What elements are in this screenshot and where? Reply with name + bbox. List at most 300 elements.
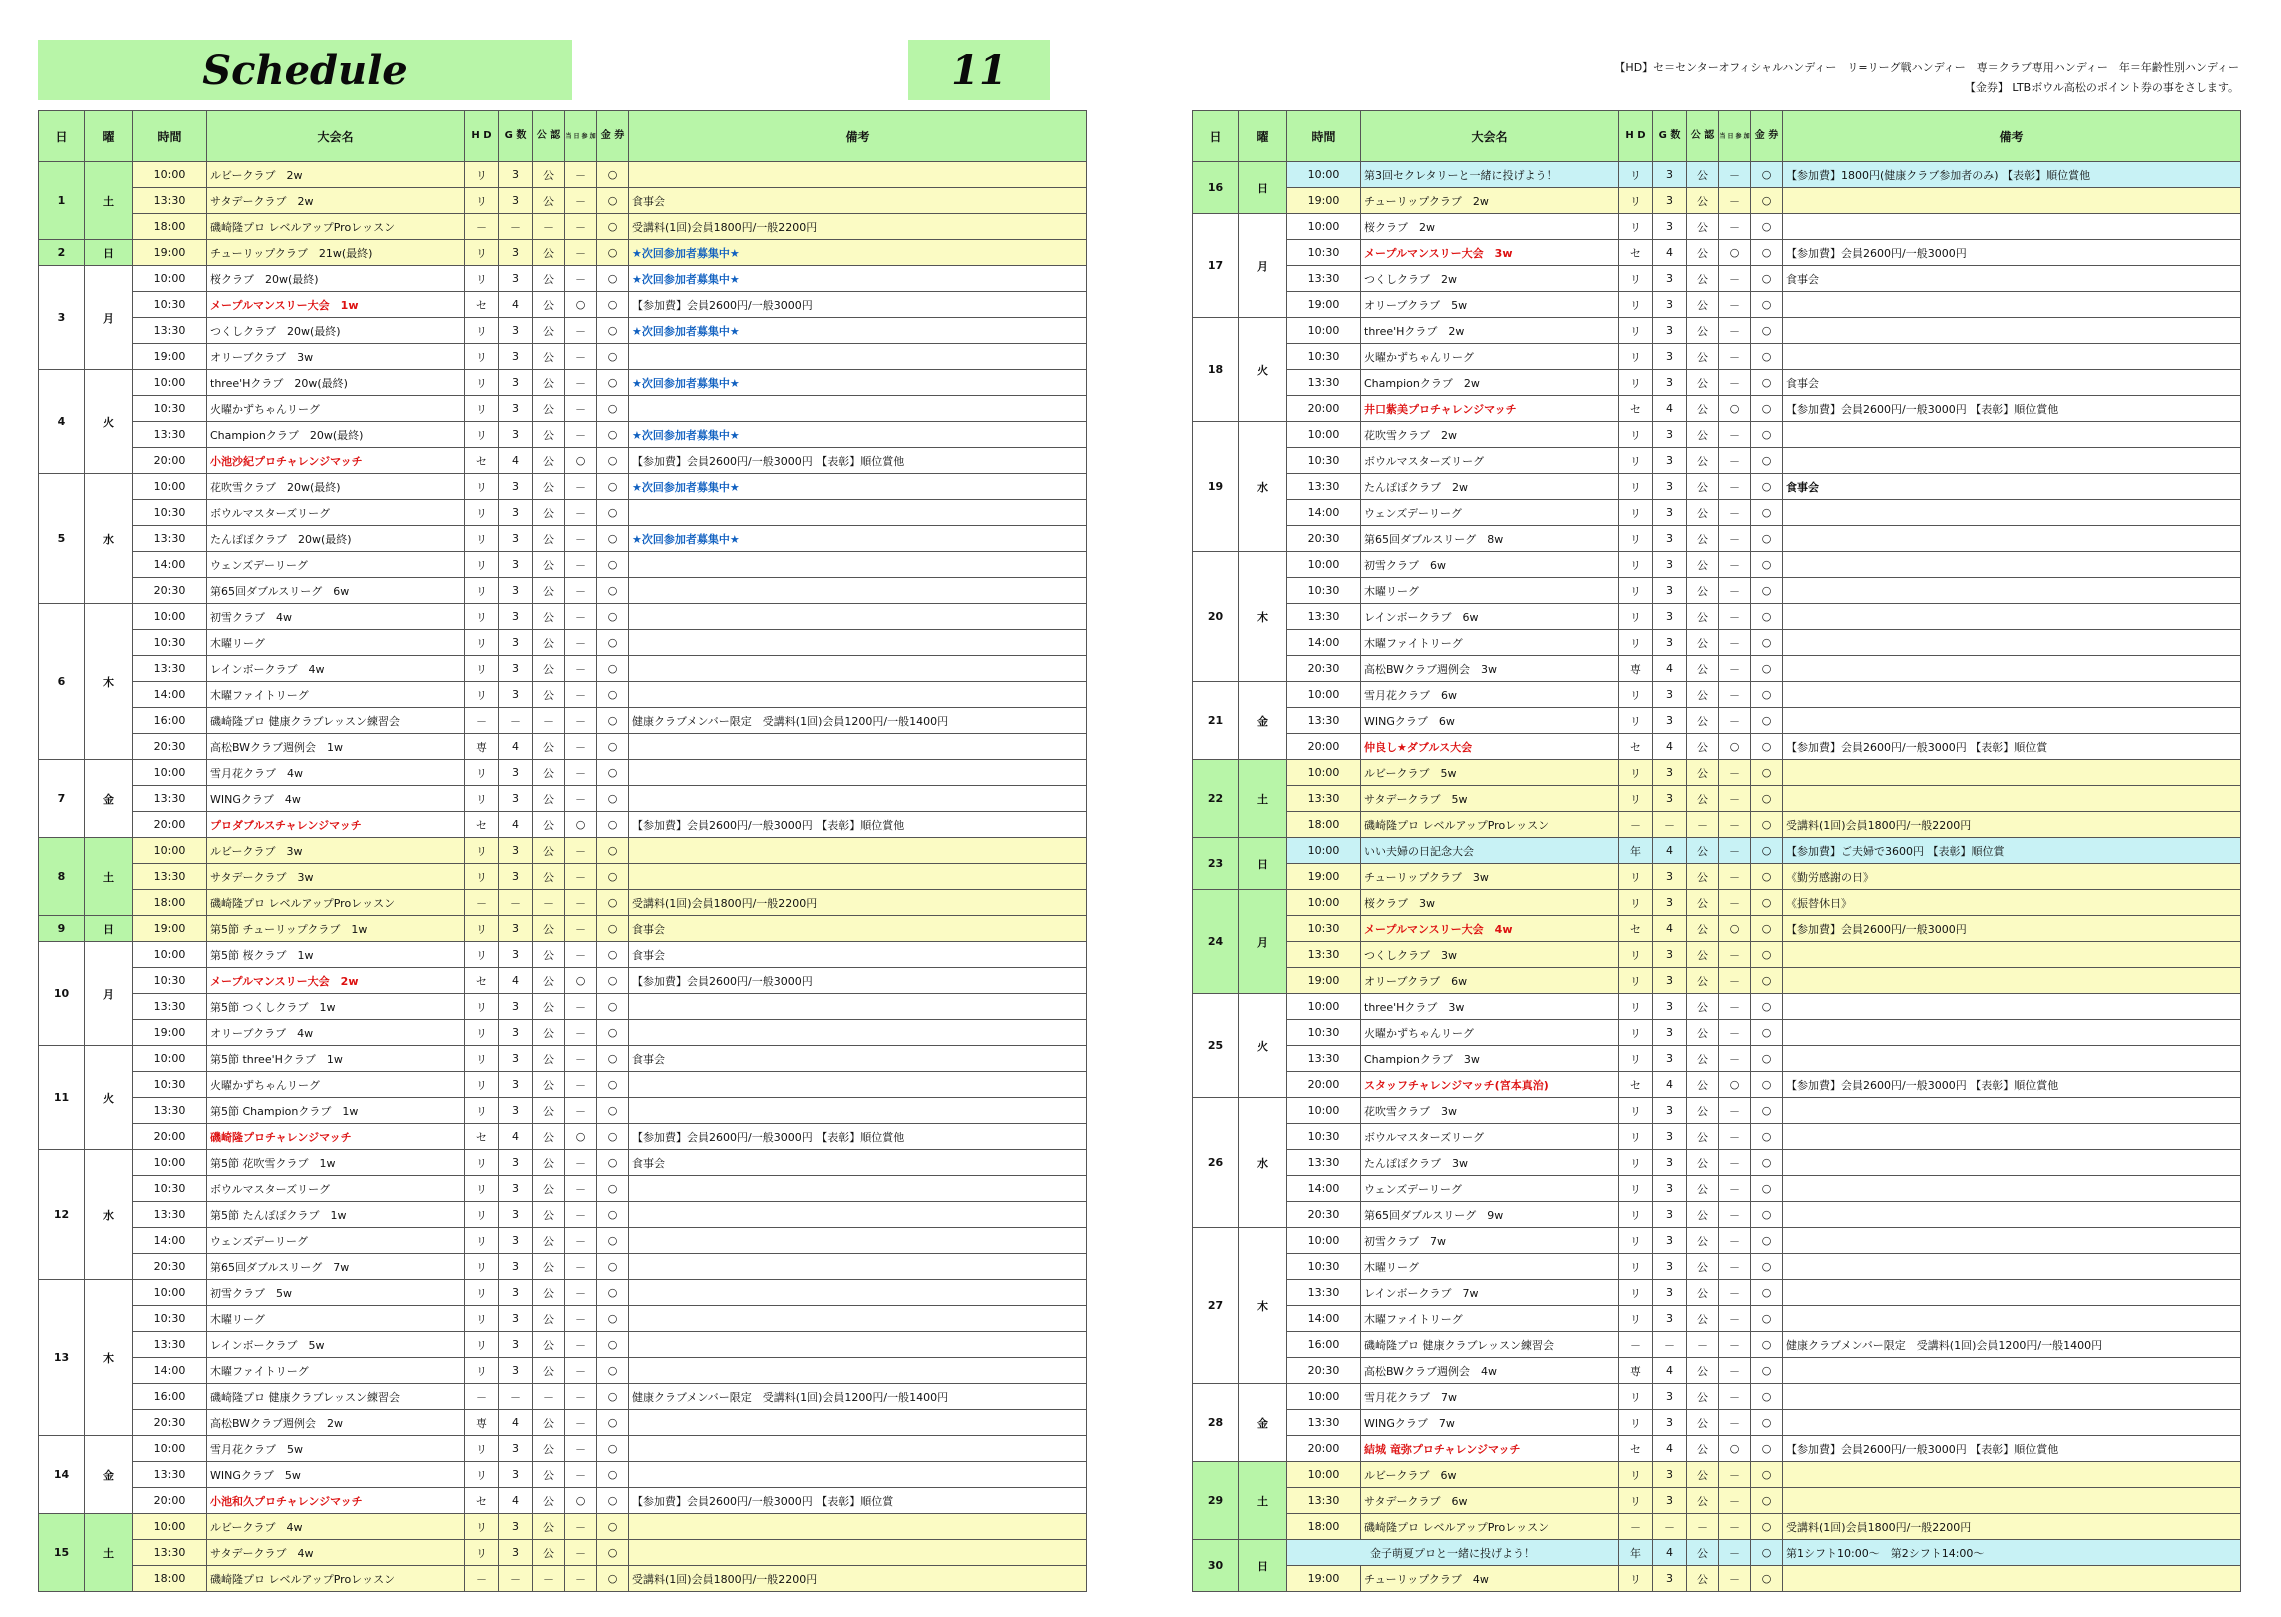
table-row [39,1020,1087,1046]
table-row [1193,682,2241,708]
kinken-cell: ○ [597,760,629,786]
event-name: サタデークラブ 4w [207,1540,465,1566]
same-day-cell: － [1719,760,1751,786]
same-day-cell: － [1719,1254,1751,1280]
event-name: スタッフチャレンジマッチ(宮本真治) [1361,1072,1619,1098]
note-cell [1783,552,2241,578]
kinken-cell: ○ [1751,1358,1783,1384]
handicap-cell: リ [465,578,499,604]
handicap-cell: リ [1619,578,1653,604]
games-cell: 3 [499,474,533,500]
official-cell: 公 [1687,682,1719,708]
event-time: 14:00 [133,552,207,578]
day-number: 29 [1193,1462,1239,1540]
day-number: 8 [39,838,85,916]
same-day-cell: － [565,864,597,890]
same-day-cell: ○ [565,968,597,994]
official-cell: 公 [533,292,565,318]
kinken-cell: ○ [1751,916,1783,942]
table-row [39,1124,1087,1150]
games-cell: 3 [499,1540,533,1566]
same-day-cell: － [565,1566,597,1592]
same-day-cell: － [1719,890,1751,916]
day-number: 7 [39,760,85,838]
day-number: 28 [1193,1384,1239,1462]
kinken-cell: ○ [1751,1202,1783,1228]
games-cell: 4 [1653,838,1687,864]
official-cell: 公 [1687,1072,1719,1098]
event-time: 13:30 [133,1098,207,1124]
games-cell: 3 [1653,1306,1687,1332]
games-cell: 3 [499,1176,533,1202]
header-kinken: 金 券 [1751,111,1783,162]
table-row [39,240,1087,266]
handicap-cell: リ [1619,786,1653,812]
table-row [1193,1358,2241,1384]
kinken-cell: ○ [597,578,629,604]
same-day-cell: － [565,1540,597,1566]
games-cell: 3 [1653,1384,1687,1410]
same-day-cell: － [565,1514,597,1540]
handicap-cell: リ [1619,422,1653,448]
handicap-cell: リ [1619,474,1653,500]
event-time: 10:30 [133,396,207,422]
day-number: 9 [39,916,85,942]
kinken-cell: ○ [597,1176,629,1202]
handicap-cell: リ [465,1540,499,1566]
event-name: いい夫婦の日記念大会 [1361,838,1619,864]
official-cell: 公 [1687,370,1719,396]
kinken-cell: ○ [597,292,629,318]
table-row [1193,1254,2241,1280]
games-cell: 3 [499,916,533,942]
same-day-cell: － [565,1384,597,1410]
event-name: サタデークラブ 3w [207,864,465,890]
games-cell: 3 [499,1254,533,1280]
event-time: 10:00 [1287,682,1361,708]
day-of-week: 日 [1239,162,1287,214]
event-time: 20:30 [1287,1358,1361,1384]
table-row [1193,552,2241,578]
games-cell: 4 [499,734,533,760]
event-time: 13:30 [133,1462,207,1488]
table-row [1193,1332,2241,1358]
event-time: 14:00 [133,682,207,708]
kinken-cell: ○ [597,708,629,734]
table-row [39,760,1087,786]
day-of-week: 火 [1239,994,1287,1098]
official-cell: 公 [533,1046,565,1072]
event-time: 10:30 [1287,1020,1361,1046]
official-cell: 公 [533,604,565,630]
table-row [1193,786,2241,812]
kinken-cell: ○ [1751,578,1783,604]
official-cell: 公 [1687,942,1719,968]
table-row [39,552,1087,578]
event-time: 13:30 [133,1202,207,1228]
kinken-cell: ○ [1751,1462,1783,1488]
note-cell: 食事会 [629,942,1087,968]
note-cell [629,760,1087,786]
note-cell [1783,1098,2241,1124]
handicap-cell: リ [465,630,499,656]
games-cell: 3 [499,864,533,890]
games-cell: 3 [1653,214,1687,240]
games-cell: 3 [1653,292,1687,318]
handicap-cell: リ [465,318,499,344]
handicap-cell: リ [465,1332,499,1358]
official-cell: 公 [1687,1306,1719,1332]
event-time: 10:30 [1287,448,1361,474]
table-row [39,266,1087,292]
note-cell [629,1228,1087,1254]
event-name: ルビークラブ 2w [207,162,465,188]
handicap-cell: リ [465,916,499,942]
event-time: 20:00 [133,1488,207,1514]
table-row [39,630,1087,656]
note-cell [1783,1358,2241,1384]
kinken-cell: ○ [597,396,629,422]
event-name: 火曜かずちゃんリーグ [1361,1020,1619,1046]
event-time: 10:00 [1287,422,1361,448]
table-row [1193,1462,2241,1488]
table-row [1193,1228,2241,1254]
note-cell [629,1072,1087,1098]
handicap-cell: リ [465,1280,499,1306]
kinken-cell: ○ [597,994,629,1020]
note-cell [1783,682,2241,708]
games-cell: 3 [499,526,533,552]
event-name: three'Hクラブ 3w [1361,994,1619,1020]
event-name: たんぽぽクラブ 20w(最終) [207,526,465,552]
same-day-cell: － [565,1436,597,1462]
event-name: 桜クラブ 2w [1361,214,1619,240]
official-cell: 公 [1687,890,1719,916]
handicap-cell: リ [1619,552,1653,578]
kinken-cell: ○ [1751,370,1783,396]
handicap-cell: リ [465,1462,499,1488]
kinken-cell: ○ [1751,942,1783,968]
official-cell: 公 [1687,1280,1719,1306]
kinken-cell: ○ [597,1540,629,1566]
event-time: 10:00 [133,162,207,188]
note-cell: 【参加費】会員2600円/一般3000円 【表彰】順位賞他 [629,1124,1087,1150]
handicap-cell: リ [465,552,499,578]
note-cell [629,1332,1087,1358]
same-day-cell: － [565,552,597,578]
event-time: 10:00 [1287,890,1361,916]
event-name: たんぽぽクラブ 2w [1361,474,1619,500]
table-row [39,370,1087,396]
games-cell: 3 [1653,188,1687,214]
event-time: 20:30 [1287,656,1361,682]
month-label: 11 [908,40,1050,100]
note-cell [1783,1124,2241,1150]
official-cell: 公 [533,1228,565,1254]
event-name: ボウルマスターズリーグ [207,500,465,526]
same-day-cell: － [1719,162,1751,188]
legend-hd: 【HD】セ＝センターオフィシャルハンディー リ=リーグ戦ハンディー 専＝クラブ専用ハンディー 年＝年齢性別ハンディー [1614,61,2239,74]
table-row [39,864,1087,890]
table-row [1193,604,2241,630]
official-cell: 公 [533,526,565,552]
kinken-cell: ○ [1751,448,1783,474]
event-time: 13:30 [133,422,207,448]
note-cell [1783,1202,2241,1228]
day-of-week: 土 [1239,1462,1287,1540]
handicap-cell: リ [465,396,499,422]
event-time: 19:00 [1287,292,1361,318]
handicap-cell: － [1619,1514,1653,1540]
games-cell: 3 [499,838,533,864]
day-number: 3 [39,266,85,370]
table-row [39,734,1087,760]
same-day-cell: ○ [1719,1072,1751,1098]
games-cell: 3 [499,994,533,1020]
event-time: 10:30 [133,292,207,318]
event-name: 木曜ファイトリーグ [1361,1306,1619,1332]
same-day-cell: － [1719,838,1751,864]
event-name: レインボークラブ 4w [207,656,465,682]
note-cell: 食事会 [1783,474,2241,500]
event-time: 10:00 [1287,838,1361,864]
kinken-cell: ○ [597,786,629,812]
note-cell: 第1シフト10:00～ 第2シフト14:00～ [1783,1540,2241,1566]
schedule-table-left [38,110,1087,1592]
header-official: 公 認 [1687,111,1719,162]
handicap-cell: リ [465,1358,499,1384]
kinken-cell: ○ [597,656,629,682]
table-row [1193,838,2241,864]
event-name: ルビークラブ 5w [1361,760,1619,786]
games-cell: 3 [1653,1150,1687,1176]
note-cell [1783,1488,2241,1514]
same-day-cell: － [565,942,597,968]
handicap-cell: セ [1619,916,1653,942]
event-name: チューリップクラブ 4w [1361,1566,1619,1592]
event-name: サタデークラブ 6w [1361,1488,1619,1514]
table-row [39,1072,1087,1098]
official-cell: 公 [1687,500,1719,526]
note-cell [1783,1254,2241,1280]
handicap-cell: － [465,708,499,734]
event-name: ルビークラブ 3w [207,838,465,864]
handicap-cell: リ [465,942,499,968]
games-cell: 3 [1653,968,1687,994]
event-name: 初雪クラブ 5w [207,1280,465,1306]
table-header-row [39,111,1087,162]
note-cell [1783,1020,2241,1046]
kinken-cell: ○ [1751,890,1783,916]
kinken-cell: ○ [1751,1280,1783,1306]
event-time: 20:00 [133,448,207,474]
official-cell: 公 [533,1202,565,1228]
kinken-cell: ○ [597,1254,629,1280]
day-of-week: 月 [85,266,133,370]
event-name: 木曜リーグ [1361,578,1619,604]
table-row [1193,1046,2241,1072]
day-of-week: 金 [1239,682,1287,760]
event-time: 10:00 [1287,994,1361,1020]
same-day-cell: － [565,630,597,656]
same-day-cell: － [1719,1332,1751,1358]
day-number: 5 [39,474,85,604]
event-time: 10:00 [1287,1098,1361,1124]
kinken-cell: ○ [1751,188,1783,214]
table-row [39,1332,1087,1358]
same-day-cell: － [1719,708,1751,734]
note-cell: 受講料(1回)会員1800円/一般2200円 [1783,812,2241,838]
table-row [1193,578,2241,604]
day-of-week: 土 [85,838,133,916]
handicap-cell: セ [465,448,499,474]
table-row [1193,656,2241,682]
same-day-cell: － [1719,1202,1751,1228]
event-name: 磯崎隆プロチャレンジマッチ [207,1124,465,1150]
event-name: 高松BWクラブ週例会 4w [1361,1358,1619,1384]
day-number: 18 [1193,318,1239,422]
handicap-cell: リ [465,786,499,812]
kinken-cell: ○ [597,1098,629,1124]
event-name: 磯崎隆プロ レベルアップProレッスン [207,1566,465,1592]
kinken-cell: ○ [1751,994,1783,1020]
kinken-cell: ○ [1751,1488,1783,1514]
games-cell: 4 [1653,240,1687,266]
event-name: オリーブクラブ 3w [207,344,465,370]
note-cell: ★次回参加者募集中★ [629,240,1087,266]
same-day-cell: － [1719,266,1751,292]
note-cell [1783,1150,2241,1176]
same-day-cell: － [565,188,597,214]
table-row [39,708,1087,734]
same-day-cell: － [565,1332,597,1358]
kinken-cell: ○ [597,448,629,474]
event-time: 16:00 [133,708,207,734]
official-cell: 公 [533,318,565,344]
event-time: 10:00 [1287,552,1361,578]
handicap-cell: リ [465,1436,499,1462]
games-cell: 3 [1653,344,1687,370]
event-name: 磯崎隆プロ レベルアップProレッスン [1361,1514,1619,1540]
same-day-cell: － [565,318,597,344]
games-cell: 3 [1653,162,1687,188]
kinken-cell: ○ [1751,786,1783,812]
same-day-cell: － [565,786,597,812]
note-cell [1783,188,2241,214]
note-cell [629,1254,1087,1280]
day-number: 13 [39,1280,85,1436]
note-cell [1783,760,2241,786]
table-row [39,1566,1087,1592]
event-time: 13:30 [133,786,207,812]
event-time: 19:00 [1287,188,1361,214]
table-row [1193,240,2241,266]
same-day-cell: － [1719,864,1751,890]
handicap-cell: リ [465,1098,499,1124]
official-cell: 公 [533,994,565,1020]
note-cell [629,1202,1087,1228]
official-cell: － [533,1566,565,1592]
event-name: サタデークラブ 2w [207,188,465,214]
event-time: 10:00 [133,1150,207,1176]
games-cell: 3 [499,1098,533,1124]
handicap-cell: リ [1619,1124,1653,1150]
games-cell: 3 [1653,1020,1687,1046]
table-row [1193,526,2241,552]
official-cell: 公 [1687,604,1719,630]
table-row [39,838,1087,864]
day-number: 6 [39,604,85,760]
games-cell: 3 [499,344,533,370]
event-name: Championクラブ 20w(最終) [207,422,465,448]
official-cell: 公 [1687,1228,1719,1254]
table-row [39,890,1087,916]
table-row [1193,994,2241,1020]
schedule-body-right [1193,162,2241,1592]
event-time: 13:30 [133,526,207,552]
official-cell: 公 [533,1098,565,1124]
official-cell: 公 [533,162,565,188]
event-time: 19:00 [1287,1566,1361,1592]
kinken-cell: ○ [1751,552,1783,578]
table-row [39,968,1087,994]
event-time: 10:30 [1287,1124,1361,1150]
kinken-cell: ○ [597,1150,629,1176]
event-name: 井口紫美プロチャレンジマッチ [1361,396,1619,422]
official-cell: 公 [1687,578,1719,604]
official-cell: － [1687,1514,1719,1540]
note-cell [1783,656,2241,682]
event-name: 木曜リーグ [207,1306,465,1332]
note-cell [1783,292,2241,318]
official-cell: 公 [533,968,565,994]
event-name: チューリップクラブ 3w [1361,864,1619,890]
official-cell: 公 [1687,1462,1719,1488]
day-of-week: 土 [85,1514,133,1592]
event-name: ボウルマスターズリーグ [1361,448,1619,474]
event-time: 14:00 [133,1358,207,1384]
kinken-cell: ○ [597,1020,629,1046]
same-day-cell: － [565,656,597,682]
games-cell: 3 [1653,1488,1687,1514]
event-time: 10:00 [133,604,207,630]
same-day-cell: ○ [565,1124,597,1150]
handicap-cell: リ [1619,318,1653,344]
official-cell: 公 [533,1358,565,1384]
table-row [1193,1176,2241,1202]
same-day-cell: － [565,1280,597,1306]
handicap-cell: リ [465,1514,499,1540]
event-time: 13:30 [1287,266,1361,292]
note-cell: 健康クラブメンバー限定 受講料(1回)会員1200円/一般1400円 [629,708,1087,734]
event-name: メープルマンスリー大会 4w [1361,916,1619,942]
same-day-cell: － [565,838,597,864]
games-cell: 3 [499,266,533,292]
handicap-cell: リ [1619,188,1653,214]
event-time: 10:00 [1287,1384,1361,1410]
games-cell: 4 [499,812,533,838]
event-name: 第65回ダブルスリーグ 9w [1361,1202,1619,1228]
games-cell: 3 [1653,1124,1687,1150]
games-cell: 4 [1653,1540,1687,1566]
event-time: 20:00 [133,812,207,838]
note-cell: 【参加費】会員2600円/一般3000円 [1783,916,2241,942]
official-cell: 公 [533,1020,565,1046]
note-cell: 健康クラブメンバー限定 受講料(1回)会員1200円/一般1400円 [629,1384,1087,1410]
same-day-cell: － [1719,1462,1751,1488]
event-time: 20:30 [133,1254,207,1280]
note-cell: ★次回参加者募集中★ [629,318,1087,344]
